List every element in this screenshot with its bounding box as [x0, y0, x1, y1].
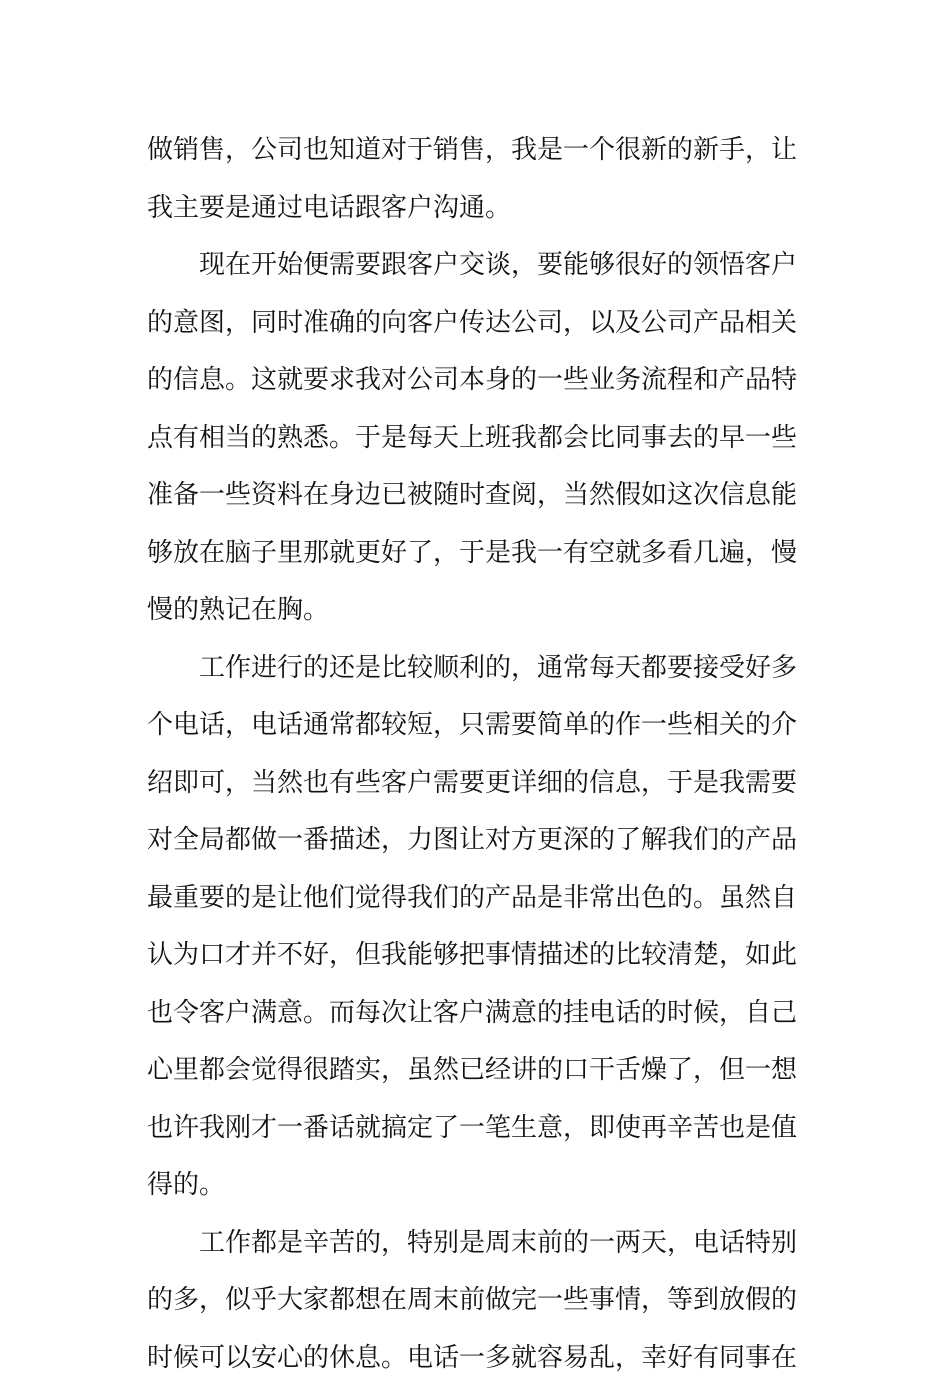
text-line: 对全局都做一番描述，力图让对方更深的了解我们的产品 — [147, 812, 807, 870]
text-line: 我主要是通过电话跟客户沟通。 — [147, 180, 807, 238]
text-line: 最重要的是让他们觉得我们的产品是非常出色的。虽然自 — [147, 870, 807, 928]
text-line: 认为口才并不好，但我能够把事情描述的比较清楚，如此 — [147, 927, 807, 985]
text-line: 个电话，电话通常都较短，只需要简单的作一些相关的介 — [147, 697, 807, 755]
text-line: 的意图，同时准确的向客户传达公司，以及公司产品相关 — [147, 295, 807, 353]
text-line: 绍即可，当然也有些客户需要更详细的信息，于是我需要 — [147, 755, 807, 813]
paragraph-first-line: 现在开始便需要跟客户交谈，要能够很好的领悟客户 — [147, 237, 807, 295]
text-line: 慢的熟记在胸。 — [147, 582, 807, 640]
text-line: 得的。 — [147, 1157, 807, 1215]
text-line: 的多，似乎大家都想在周末前做完一些事情，等到放假的 — [147, 1272, 807, 1330]
text-line: 够放在脑子里那就更好了，于是我一有空就多看几遍，慢 — [147, 525, 807, 583]
text-line: 心里都会觉得很踏实，虽然已经讲的口干舌燥了，但一想 — [147, 1042, 807, 1100]
text-line: 时候可以安心的休息。电话一多就容易乱，幸好有同事在 — [147, 1330, 807, 1387]
document-body — [147, 122, 807, 1387]
text-line: 也许我刚才一番话就搞定了一笔生意，即使再辛苦也是值 — [147, 1100, 807, 1158]
paragraph-first-line: 工作进行的还是比较顺利的，通常每天都要接受好多 — [147, 640, 807, 698]
text-line: 点有相当的熟悉。于是每天上班我都会比同事去的早一些 — [147, 410, 807, 468]
text-line: 也令客户满意。而每次让客户满意的挂电话的时候，自己 — [147, 985, 807, 1043]
text-line: 的信息。这就要求我对公司本身的一些业务流程和产品特 — [147, 352, 807, 410]
paragraph-first-line: 工作都是辛苦的，特别是周末前的一两天，电话特别 — [147, 1215, 807, 1273]
text-line: 准备一些资料在身边已被随时查阅，当然假如这次信息能 — [147, 467, 807, 525]
text-line: 做销售，公司也知道对于销售，我是一个很新的新手，让 — [147, 122, 807, 180]
